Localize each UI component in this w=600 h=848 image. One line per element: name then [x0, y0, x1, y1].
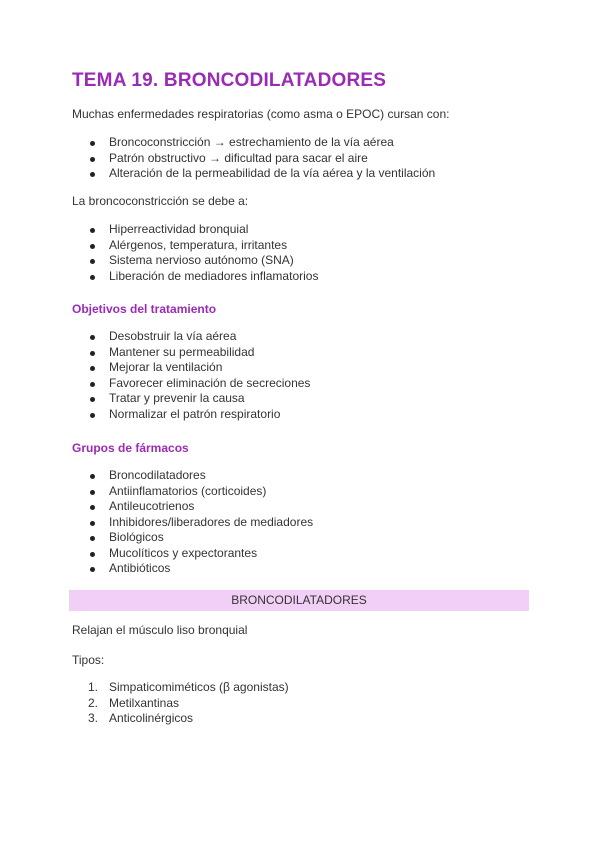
list-item: Tratar y prevenir la causa	[72, 391, 310, 407]
list-item: Antibióticos	[72, 561, 313, 577]
list-item: Normalizar el patrón respiratorio	[72, 407, 310, 423]
list-number: 3.	[88, 711, 99, 725]
list-item: Broncoconstricción → estrechamiento de la vía aérea	[72, 135, 435, 151]
types-label: Tipos:	[72, 653, 105, 667]
list-item: Inhibidores/liberadores de mediadores	[72, 515, 313, 531]
section-band: BRONCODILATADORES	[69, 590, 529, 611]
intro-paragraph: Muchas enfermedades respiratorias (como asma o EPOC) cursan con:	[72, 107, 450, 121]
groups-heading: Grupos de fármacos	[72, 441, 189, 455]
list-number: 2.	[88, 695, 99, 710]
list-item: Sistema nervioso autónomo (SNA)	[72, 253, 318, 269]
section-description: Relajan el músculo liso bronquial	[72, 623, 248, 637]
list-item: Patrón obstructivo → dificultad para sacar el aire	[72, 151, 435, 167]
list-number: 1.	[88, 680, 99, 694]
list-item: Hiperreactividad bronquial	[72, 222, 318, 238]
intro-list	[72, 135, 435, 182]
list-text: Metilxantinas	[109, 695, 180, 710]
cause-paragraph: La broncoconstricción se debe a:	[72, 194, 249, 208]
list-item	[72, 696, 289, 712]
list-item: Mantener su permeabilidad	[72, 345, 310, 361]
list-item: Desobstruir la vía aérea	[72, 329, 310, 345]
list-item: Biológicos	[72, 530, 313, 546]
list-item: Favorecer eliminación de secreciones	[72, 376, 310, 392]
list-item: Alteración de la permeabilidad de la vía aérea y la ventilación	[72, 166, 435, 182]
list-item: Antileucotrienos	[72, 499, 313, 515]
objectives-heading: Objetivos del tratamiento	[72, 302, 217, 316]
list-item: Liberación de mediadores inflamatorios	[72, 269, 318, 285]
list-item: Mucolíticos y expectorantes	[72, 546, 313, 562]
page-title: TEMA 19. BRONCODILATADORES	[72, 70, 387, 91]
list-text: Anticolinérgicos	[109, 711, 194, 725]
types-list	[72, 680, 289, 727]
list-item: Mejorar la ventilación	[72, 360, 310, 376]
cause-list	[72, 222, 318, 284]
list-item	[72, 711, 289, 727]
list-text: Simpaticomiméticos (β agonistas)	[109, 680, 289, 694]
groups-list	[72, 468, 313, 577]
list-item: Alérgenos, temperatura, irritantes	[72, 238, 318, 254]
list-item: Broncodilatadores	[72, 468, 313, 484]
list-item: Antiinflamatorios (corticoides)	[72, 484, 313, 500]
objectives-list	[72, 329, 310, 422]
list-item	[72, 680, 289, 696]
